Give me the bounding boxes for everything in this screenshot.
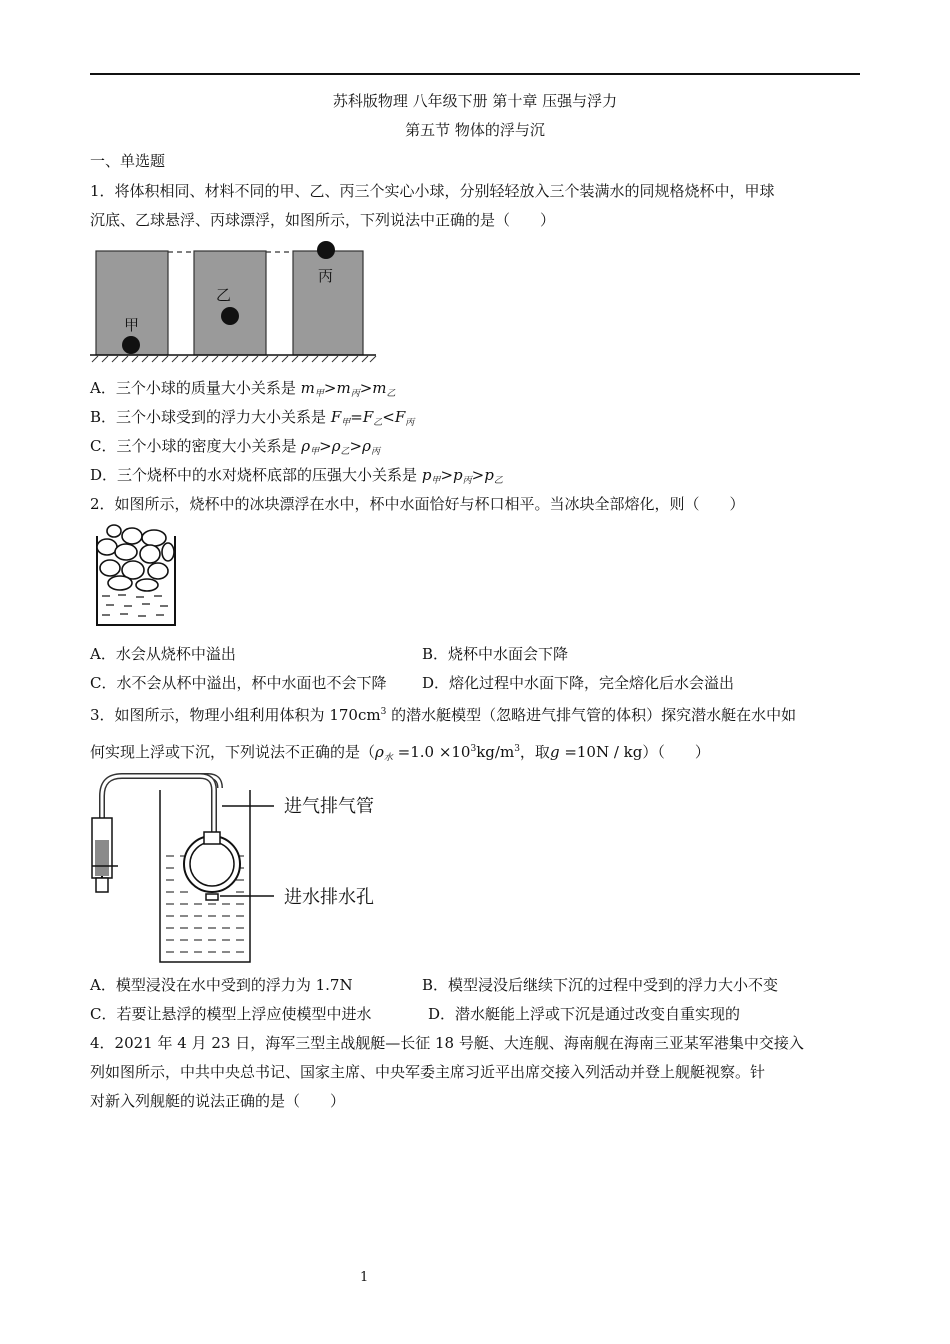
ball-label-bing: 丙 (318, 267, 334, 285)
q3-option-c: C．若要让悬浮的模型上浮应使模型中进水 (90, 1005, 372, 1023)
q1-option-d: D．三个烧杯中的水对烧杯底部的压强大小关系是 $p_甲>p_丙>p_乙$ (90, 466, 503, 486)
label-water-hole: 进水排水孔 (284, 887, 374, 908)
ball-label-jia: 甲 (124, 316, 140, 334)
ball-label-yi: 乙 (216, 286, 232, 304)
q1-option-b: B．三个小球受到的浮力大小关系是 $F_甲=F_乙<F_丙$ (90, 408, 415, 428)
q4-stem-line1: 4．2021 年 4 月 23 日，海军三型主战舰艇—长征 18 号艇、大连舰、海南舰在海南三亚某军港集中交接入 (90, 1034, 804, 1052)
q2-ice-beaker-figure (92, 522, 182, 628)
q4-stem-line3: 对新入列舰艇的说法正确的是（ ） (90, 1092, 346, 1110)
q2-option-a: A．水会从烧杯中溢出 (90, 645, 236, 663)
q2-stem: 2．如图所示，烧杯中的冰块漂浮在水中，杯中水面恰好与杯口相平。当冰块全部熔化，则（ ） (90, 495, 745, 513)
header-rule (90, 73, 860, 75)
q1-stem-line2: 沉底、乙球悬浮、丙球漂浮，如图所示，下列说法中正确的是（ ） (90, 211, 556, 229)
q3-option-d: D．潜水艇能上浮或下沉是通过改变自重实现的 (428, 1005, 741, 1023)
q3-stem-line1: 3．如图所示，物理小组利用体积为 $170cm^3$ 的潜水艇模型（忽略进气排气管的体积）探究潜水艇在水中如 (90, 706, 797, 724)
q1-option-c: C．三个小球的密度大小关系是 $\rho_甲>\rho_乙>\rho_丙$ (90, 437, 380, 457)
q3-option-b: B．模型浸没后继续下沉的过程中受到的浮力大小不变 (422, 976, 779, 994)
q3-option-a: A．模型浸没在水中受到的浮力为 1.7N (90, 976, 353, 994)
q1-option-a: A．三个小球的质量大小关系是 $m_甲>m_丙>m_乙$ (90, 379, 396, 399)
q1-stem-line1: 1．将体积相同、材料不同的甲、乙、丙三个实心小球，分别轻轻放入三个装满水的同规格烧杯中，甲球 (90, 182, 775, 200)
q1-beakers-figure (88, 238, 378, 366)
doc-subtitle: 第五节 物体的浮与沉 (405, 121, 545, 139)
q3-submarine-figure (88, 772, 408, 970)
q2-option-c: C．水不会从杯中溢出，杯中水面也不会下降 (90, 674, 387, 692)
doc-title: 苏科版物理 八年级下册 第十章 压强与浮力 (332, 92, 618, 110)
label-air-tube: 进气排气管 (284, 796, 374, 817)
q2-option-d: D．熔化过程中水面下降，完全熔化后水会溢出 (422, 674, 735, 692)
q3-stem-line2: 何实现上浮或下沉，下列说法不正确的是（$\rho_水 =1.0 \times 10^3kg/m^3$，取g =10N / kg）（ ） (90, 743, 710, 763)
page-number: 1 (360, 1270, 369, 1285)
q4-stem-line2: 列如图所示，中共中央总书记、国家主席、中央军委主席习近平出席交接入列活动并登上舰艇视察。针 (90, 1063, 766, 1081)
q2-option-b: B．烧杯中水面会下降 (422, 645, 569, 663)
section-heading: 一、单选题 (90, 152, 166, 170)
